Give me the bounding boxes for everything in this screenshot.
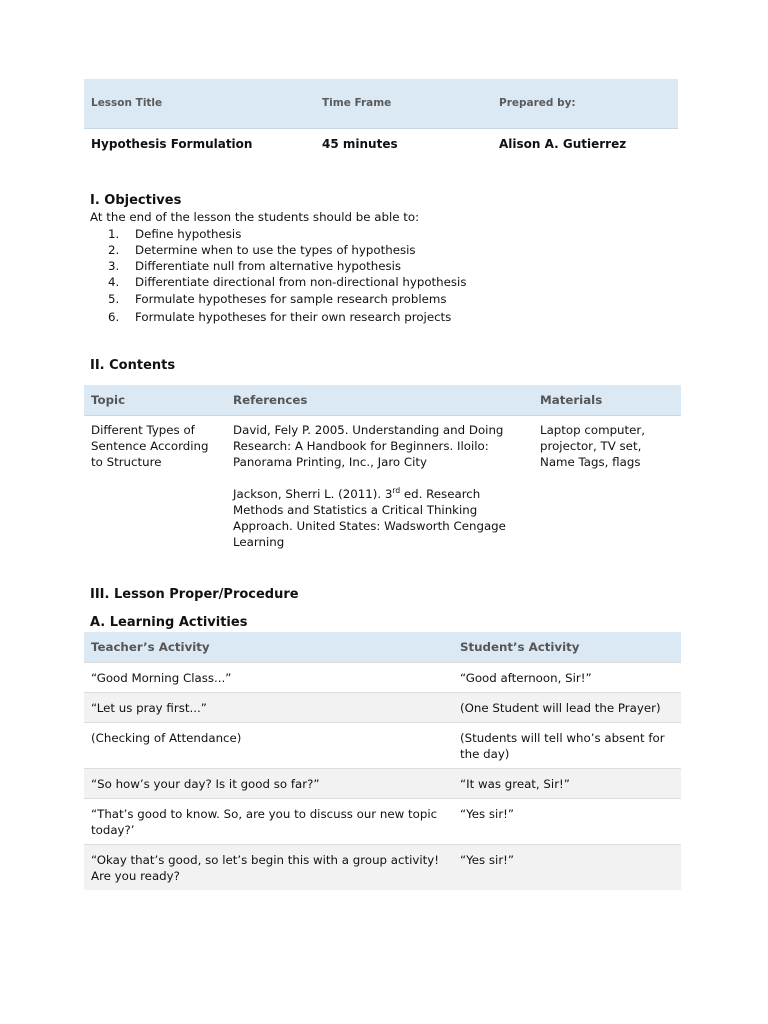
student-activity-cell: “Yes sir!” (460, 806, 515, 821)
contents-heading: II. Contents (90, 358, 176, 373)
learning-activities-table (84, 632, 681, 890)
student-activity-cell: (Students will tell who’s absent for the day) (460, 730, 665, 761)
objective-item (108, 226, 466, 242)
objective-item (108, 291, 466, 307)
topic-column-header: Topic (91, 392, 126, 407)
objective-number: 6. (108, 310, 120, 324)
objective-text: Determine when to use the types of hypothesis (135, 243, 416, 257)
lesson-proper-heading: III. Lesson Proper/Procedure (90, 587, 299, 602)
activities-header-row (84, 632, 681, 662)
objectives-heading: I. Objectives (90, 193, 182, 208)
reference-jackson-end: ed. Research Methods and Statistics a Critical Thinking Approach. United States: Wadsworth Cengage Learning (233, 486, 506, 549)
teacher-activity-cell: (Checking of Attendance) (91, 730, 242, 745)
activity-row (84, 722, 681, 768)
objective-text: Define hypothesis (135, 227, 242, 241)
objectives-list (108, 226, 466, 325)
ordinal-superscript: rd (392, 485, 401, 495)
time-frame-label: Time Frame (322, 97, 392, 110)
objective-text: Formulate hypotheses for sample research problems (135, 292, 447, 306)
reference-jackson-start: Jackson, Sherri L. (2011). 3 (233, 486, 393, 501)
reference-david: David, Fely P. 2005. Understanding and Doing Research: A Handbook for Beginners. Iloilo: Panorama Printing, Inc., Jaro City (233, 422, 504, 469)
teacher-activity-header: Teacher’s Activity (91, 639, 210, 654)
student-activity-cell: (One Student will lead the Prayer) (460, 700, 661, 715)
activity-row (84, 692, 681, 722)
teacher-activity-cell: “That’s good to know. So, are you to discuss our new topic today?’ (91, 806, 438, 837)
student-activity-cell: “It was great, Sir!” (460, 776, 570, 791)
activity-row (84, 768, 681, 798)
topic-cell: Different Types of Sentence According to Structure (91, 422, 209, 469)
objective-item (108, 309, 466, 325)
lesson-title-label: Lesson Title (91, 97, 163, 110)
objective-number: 4. (108, 275, 120, 289)
objective-item (108, 274, 466, 290)
reference-jackson (233, 486, 526, 550)
activity-row (84, 844, 681, 890)
objective-number: 5. (108, 292, 120, 306)
contents-row (84, 415, 681, 555)
activity-row (84, 662, 681, 692)
student-activity-cell: “Yes sir!” (460, 852, 515, 867)
objective-number: 3. (108, 259, 120, 273)
objective-text: Differentiate directional from non-directional hypothesis (135, 275, 467, 289)
teacher-activity-cell: “Good Morning Class...” (91, 670, 232, 685)
lesson-header-table (84, 79, 678, 159)
contents-table (84, 385, 681, 555)
objective-item (108, 242, 466, 258)
teacher-activity-cell: “Okay that’s good, so let’s begin this with a group activity! Are you ready? (91, 852, 439, 883)
contents-header-row (84, 385, 681, 415)
header-label-row (84, 79, 678, 128)
activity-row (84, 798, 681, 844)
prepared-by-value: Alison A. Gutierrez (499, 136, 627, 151)
objective-item (108, 258, 466, 274)
objectives-intro: At the end of the lesson the students should be able to: (90, 210, 420, 224)
objective-text: Formulate hypotheses for their own research projects (135, 310, 452, 324)
teacher-activity-cell: “Let us pray first...” (91, 700, 207, 715)
materials-cell: Laptop computer, projector, TV set, Name Tags, flags (540, 422, 646, 469)
objective-text: Differentiate null from alternative hypothesis (135, 259, 402, 273)
teacher-activity-cell: “So how’s your day? Is it good so far?” (91, 776, 320, 791)
objective-number: 2. (108, 243, 120, 257)
objective-number: 1. (108, 227, 120, 241)
lesson-title-value: Hypothesis Formulation (91, 136, 253, 151)
references-cell (226, 415, 533, 555)
time-frame-value: 45 minutes (322, 136, 398, 151)
student-activity-header: Student’s Activity (460, 639, 580, 654)
prepared-by-label: Prepared by: (499, 97, 576, 110)
references-column-header: References (233, 392, 308, 407)
materials-column-header: Materials (540, 392, 603, 407)
student-activity-cell: “Good afternoon, Sir!” (460, 670, 592, 685)
header-value-row (84, 128, 678, 159)
learning-activities-heading: A. Learning Activities (90, 615, 248, 630)
